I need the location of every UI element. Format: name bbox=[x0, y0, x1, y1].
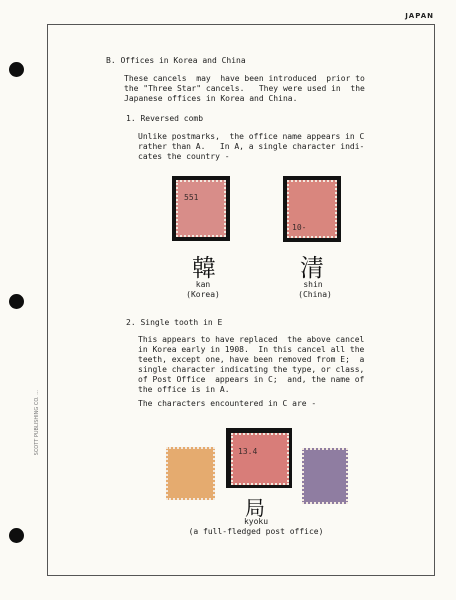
intro-line: the "Three Star" cancels. They were used in the bbox=[124, 84, 365, 93]
stamp-violet bbox=[302, 448, 348, 504]
stamp-orange bbox=[166, 447, 215, 500]
subsection-2-line: This appears to have replaced the above cancel bbox=[138, 335, 365, 344]
kan-character: 韓 bbox=[192, 254, 216, 282]
subsection-1-line: rather than A. In A, a single character indi- bbox=[138, 142, 365, 151]
subsection-2-line: in Korea early in 1908. In this cancel all the bbox=[138, 345, 365, 354]
kyoku-character: 局 bbox=[245, 496, 265, 520]
subsection-2-title: 2. Single tooth in E bbox=[126, 318, 223, 327]
characters-line: The characters encountered in C are - bbox=[138, 399, 317, 408]
subsection-2-line: the office is in A. bbox=[138, 385, 230, 394]
stamp-rose bbox=[231, 433, 289, 485]
punch-hole-middle bbox=[9, 294, 24, 309]
page-header-country: JAPAN bbox=[405, 12, 434, 20]
subsection-1-title: 1. Reversed comb bbox=[126, 114, 204, 123]
shin-romaji: shin bbox=[303, 280, 323, 289]
kyoku-romaji: kyoku bbox=[243, 517, 269, 526]
kan-romaji: kan bbox=[195, 280, 211, 289]
kan-meaning: (Korea) bbox=[186, 290, 220, 299]
cancel-china-mark: 10- bbox=[292, 223, 307, 232]
subsection-2-line: single character indicating the type, or class, bbox=[138, 365, 365, 374]
publisher-imprint: SCOTT PUBLISHING CO. ... bbox=[34, 390, 40, 456]
punch-hole-bottom bbox=[9, 528, 24, 543]
section-title: B. Offices in Korea and China bbox=[106, 56, 246, 65]
intro-line: These cancels may have been introduced prior to bbox=[124, 74, 365, 83]
cancel-rose-mark: 13.4 bbox=[238, 447, 258, 456]
shin-character: 清 bbox=[300, 254, 324, 282]
cancel-korea-mark: 551 bbox=[184, 193, 199, 202]
stamp-korea bbox=[176, 180, 226, 237]
kyoku-meaning: (a full-fledged post office) bbox=[188, 527, 324, 536]
shin-meaning: (China) bbox=[298, 290, 332, 299]
intro-line: Japanese offices in Korea and China. bbox=[124, 94, 298, 103]
subsection-1-line: cates the country - bbox=[138, 152, 230, 161]
subsection-2-line: teeth, except one, have been removed from E; a bbox=[138, 355, 365, 364]
punch-hole-top bbox=[9, 62, 24, 77]
album-page-border bbox=[47, 24, 435, 576]
subsection-1-line: Unlike postmarks, the office name appears in C bbox=[138, 132, 365, 141]
subsection-2-line: of Post Office appears in C; and, the name of bbox=[138, 375, 365, 384]
